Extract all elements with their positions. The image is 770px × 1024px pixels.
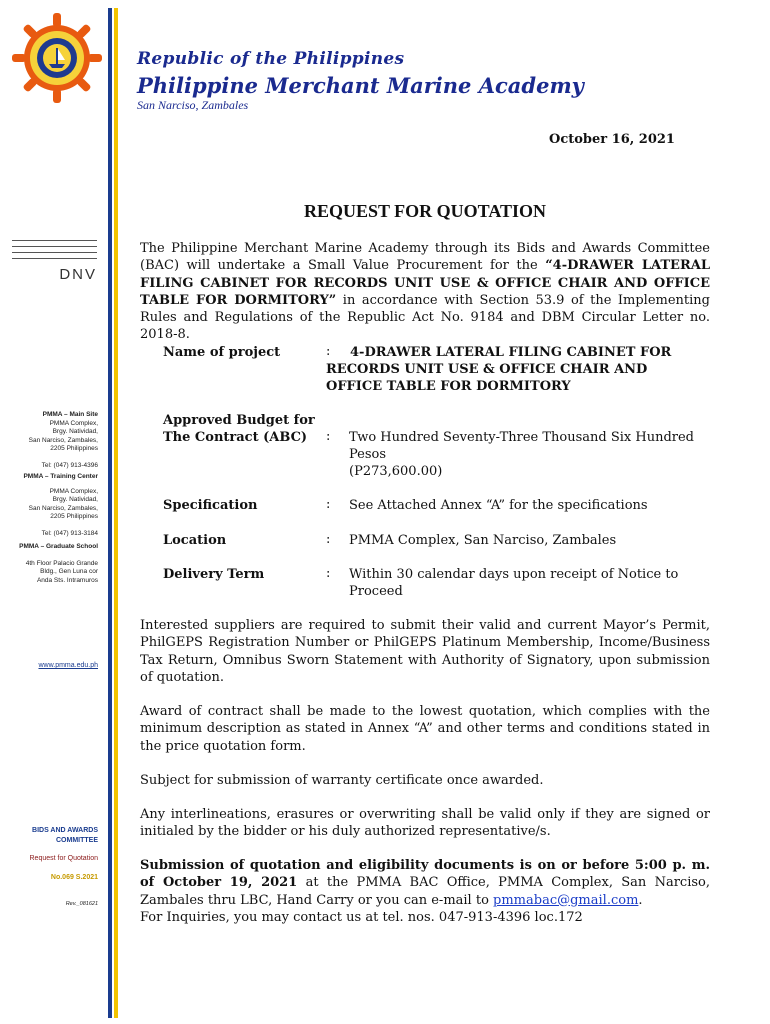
abc-value-amount: (P273,600.00) <box>349 464 443 479</box>
delivery-colon: : <box>326 566 331 581</box>
header-academy: Philippine Merchant Marine Academy <box>137 73 584 98</box>
intro-paragraph <box>140 240 710 344</box>
abc-label-line-1: Approved Budget for <box>163 413 315 428</box>
spec-label: Specification <box>163 498 258 513</box>
abc-colon: : <box>326 429 331 444</box>
location-colon: : <box>326 532 331 547</box>
submission-deadline: Submission of quotation and eligibility documents is on or before 5:00 p. m. of October 19, 2021 <box>140 858 710 891</box>
training-title: PMMA – Training Center <box>23 473 98 480</box>
main-site-tel: Tel: (047) 913-4396 <box>41 461 98 469</box>
spec-value: See Attached Annex “A” for the specifications <box>349 498 648 513</box>
sidebar-website-link[interactable]: www.pmma.edu.ph <box>38 662 98 669</box>
page-title: REQUEST FOR QUOTATION <box>303 201 547 221</box>
location-label: Location <box>163 533 227 548</box>
main-site-addr-1: PMMA Complex, <box>49 419 98 427</box>
submission-paragraph <box>140 857 710 909</box>
letter-date: October 16, 2021 <box>549 132 675 147</box>
dnv-mark <box>12 238 97 283</box>
intro-project-name: “4-DRAWER LATERAL FILING CABINET FOR RECORDS UNIT USE & OFFICE CHAIR AND OFFICE TABLE FOR DORMITORY” <box>140 258 710 308</box>
sidebar-ref: Rev._081621 <box>65 901 98 907</box>
sidebar-doc-no: No.069 S.2021 <box>50 874 98 881</box>
training-addr-3: San Narciso, Zambales, <box>28 504 98 512</box>
sidebar-training <box>8 473 98 538</box>
training-addr-2: Brgy. Natividad, <box>52 496 98 503</box>
project-colon: : <box>326 344 331 359</box>
pmma-seal-logo <box>12 12 102 104</box>
main-site-title: PMMA – Main Site <box>42 411 98 418</box>
main-site-addr-4: 2205 Philippines <box>50 445 98 452</box>
main-site-addr-3: San Narciso, Zambales, <box>28 436 98 444</box>
sidebar-main-site <box>8 411 98 470</box>
dnv-label: DNV <box>59 266 97 283</box>
award-paragraph: Award of contract shall be made to the lowest quotation, which complies with the minimum description as stated in Annex “A” and other terms and conditions stated in the price quotation form. <box>140 704 710 754</box>
sidebar-grad <box>8 543 98 585</box>
training-addr-4: 2205 Philippines <box>50 513 98 520</box>
abc-value <box>349 429 709 480</box>
project-value: 4-DRAWER LATERAL FILING CABINET FOR RECORDS UNIT USE & OFFICE CHAIR AND OFFICE TABLE FOR DORMITORY <box>326 345 672 394</box>
inquiries-line: For Inquiries, you may contact us at tel. nos. 047-913-4396 loc.172 <box>140 910 583 925</box>
abc-label-line-2: The Contract (ABC) <box>163 430 308 445</box>
intro-text-a: The Philippine Merchant Marine Academy through its Bids and Awards Committee (BAC) will undertake a Small Value Procurement for the <box>140 241 710 274</box>
abc-value-words: Two Hundred Seventy-Three Thousand Six Hundred Pesos <box>349 430 694 462</box>
grad-addr-1: 4th Floor Palacio Grande <box>25 559 98 567</box>
committee-line-2: COMMITTEE <box>56 837 98 844</box>
dnv-stripes-icon <box>12 238 97 260</box>
interlineations-paragraph: Any interlineations, erasures or overwriting shall be valid only if they are signed or initialed by the bidder or his duly authorized representative/s. <box>140 807 710 840</box>
grad-addr-2: Bldg., Gen Luna cor <box>40 568 98 575</box>
requirements-paragraph: Interested suppliers are required to submit their valid and current Mayor’s Permit, PhilGEPS Registration Number or PhilGEPS Platinum Membership, Income/Business Tax Return, Omnibus Sworn Statement with Authority of Signatory, upon submission of quotation. <box>140 618 710 685</box>
committee-line-1: BIDS AND AWARDS <box>32 827 98 834</box>
location-value: PMMA Complex, San Narciso, Zambales <box>349 533 617 548</box>
grad-addr-3: Anda Sts. Intramuros <box>36 576 98 584</box>
warranty-paragraph: Subject for submission of warranty certificate once awarded. <box>140 773 544 788</box>
spec-colon: : <box>326 497 331 512</box>
training-addr-1: PMMA Complex, <box>49 487 98 495</box>
intro-text-b: in accordance with Section 53.9 of the Implementing Rules and Regulations of the Republic Act No. 9184 and DBM Circular Letter no. 2018-8. <box>140 292 711 343</box>
sidebar-committee <box>8 826 98 846</box>
submission-end: . <box>638 892 643 908</box>
email-link[interactable]: pmmabac@gmail.com <box>493 892 639 908</box>
training-tel: Tel: (047) 913-3184 <box>41 529 98 537</box>
left-border-yellow <box>114 8 118 1018</box>
delivery-label: Delivery Term <box>163 567 265 582</box>
delivery-value: Within 30 calendar days upon receipt of Notice to Proceed <box>349 567 679 599</box>
sidebar-doc-type: Request for Quotation <box>29 855 98 862</box>
header-location: San Narciso, Zambales <box>137 98 249 112</box>
left-border-blue <box>108 8 112 1018</box>
grad-title: PMMA – Graduate School <box>19 543 98 550</box>
project-label: Name of project <box>163 345 281 360</box>
header-republic: Republic of the Philippines <box>137 49 405 69</box>
submission-text: at the PMMA BAC Office, PMMA Complex, San Narciso, Zambales thru LBC, Hand Carry or you can e-mail to <box>140 875 710 908</box>
main-site-addr-2: Brgy. Natividad, <box>52 428 98 435</box>
abc-label <box>163 412 315 446</box>
